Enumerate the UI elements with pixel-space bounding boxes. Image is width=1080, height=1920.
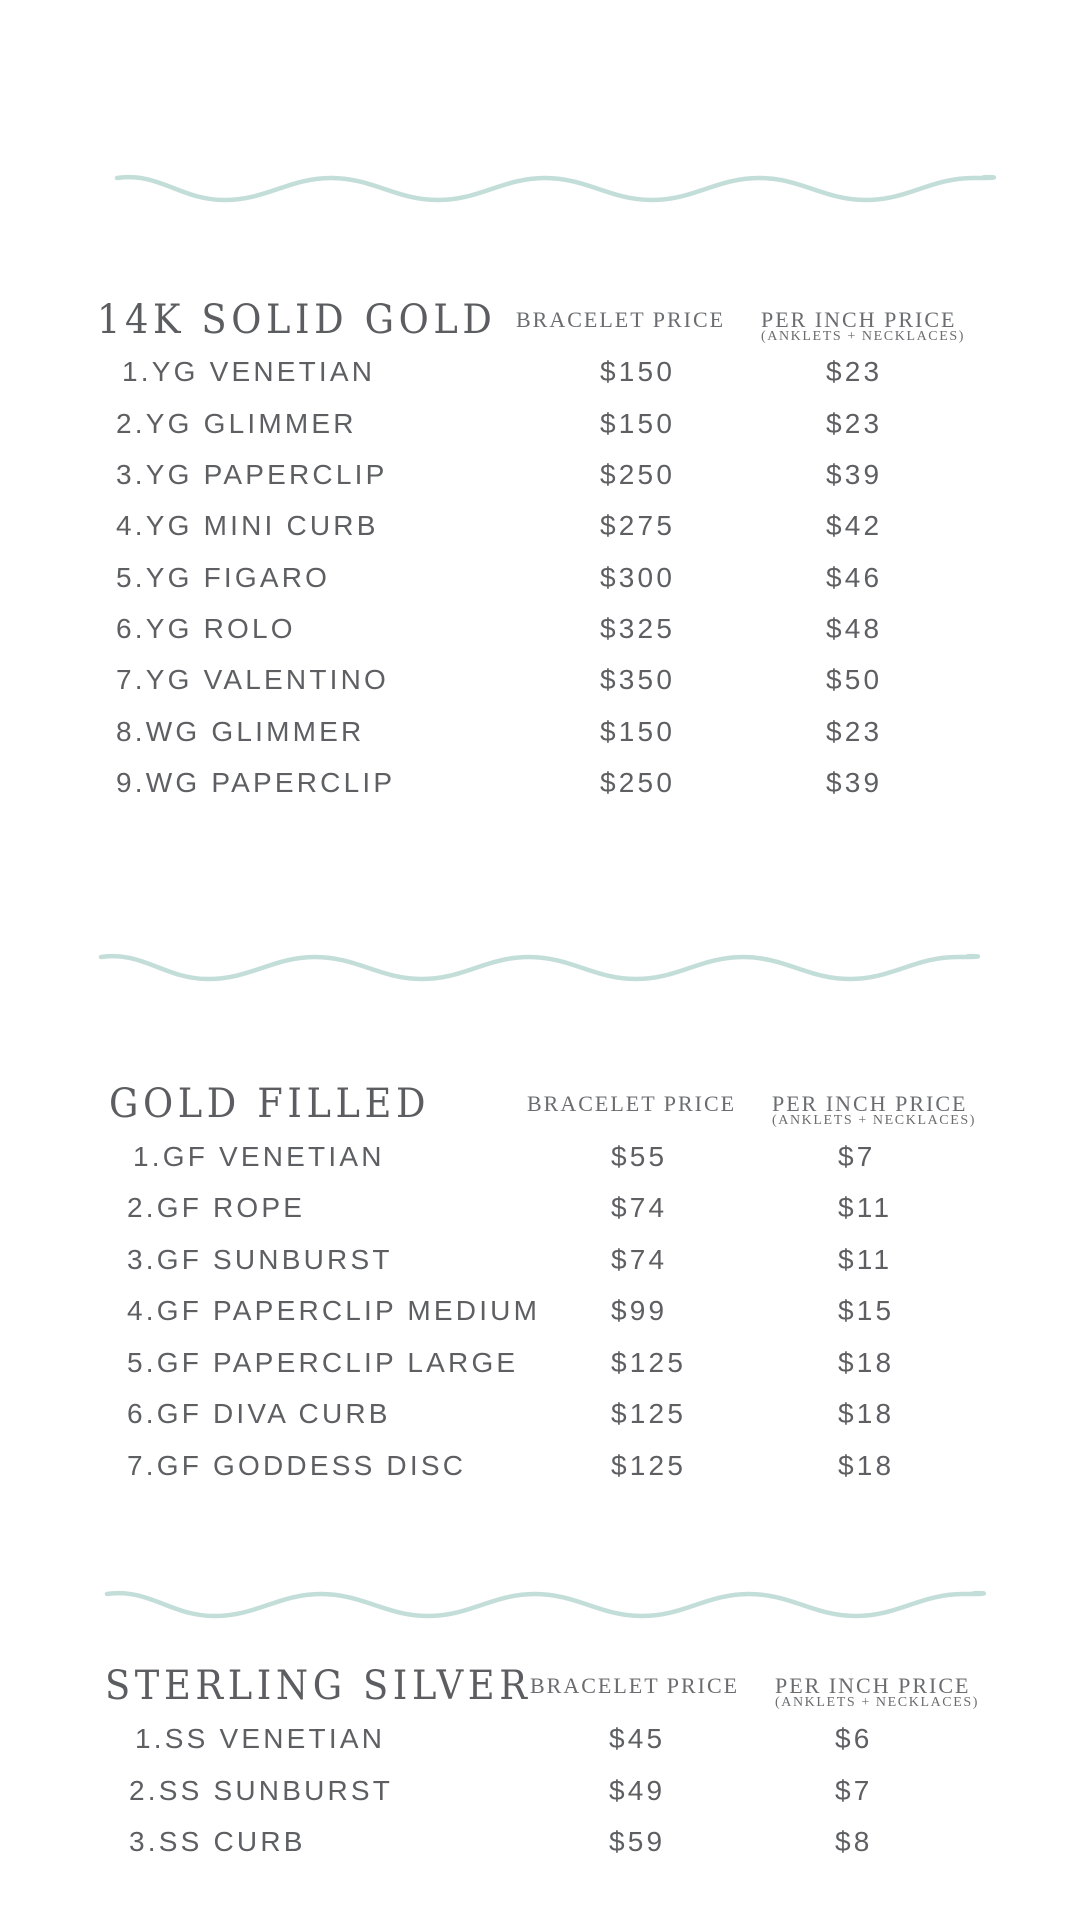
bracelet-price: $74 [611, 1244, 668, 1275]
bracelet-price: $125 [611, 1347, 687, 1378]
per-inch-price: $39 [826, 767, 883, 798]
list-item [0, 459, 1080, 499]
item-name: 2.YG GLIMMER [116, 408, 357, 439]
item-name: 3.YG PAPERCLIP [116, 459, 388, 490]
bracelet-price: $150 [600, 408, 676, 439]
per-inch-price: $15 [838, 1295, 895, 1326]
per-inch-price: $23 [826, 408, 883, 439]
per-inch-price: $42 [826, 510, 883, 541]
bracelet-price: $125 [611, 1450, 687, 1481]
item-name: 2.SS SUNBURST [129, 1775, 394, 1806]
section-title: 14K SOLID GOLD [97, 297, 497, 343]
bracelet-price: $300 [600, 562, 676, 593]
item-name: 3.GF SUNBURST [127, 1244, 393, 1275]
item-name: 4.GF PAPERCLIP MEDIUM [127, 1295, 541, 1326]
bracelet-price: $125 [611, 1398, 687, 1429]
item-name: 7.YG VALENTINO [116, 664, 390, 695]
bracelet-price: $74 [611, 1192, 668, 1223]
per-inch-price: $23 [826, 716, 883, 747]
item-name: 5.YG FIGARO [116, 562, 331, 593]
bracelet-price: $275 [600, 510, 676, 541]
bracelet-price: $150 [600, 356, 676, 387]
list-item [0, 562, 1080, 602]
item-name: 3.SS CURB [129, 1826, 306, 1857]
list-item [0, 356, 1080, 396]
per-inch-price: $23 [826, 356, 883, 387]
list-item [0, 1826, 1080, 1866]
list-item [0, 1141, 1080, 1181]
item-name: 9.WG PAPERCLIP [116, 767, 396, 798]
bracelet-price-header: BRACELET PRICE [527, 1091, 737, 1116]
list-item [0, 716, 1080, 756]
bracelet-price: $49 [609, 1775, 666, 1806]
per-inch-price-header: PER INCH PRICE [772, 1091, 968, 1116]
per-inch-price-subheader: (ANKLETS + NECKLACES) [761, 329, 966, 344]
per-inch-price: $8 [835, 1826, 873, 1857]
list-item [0, 1775, 1080, 1815]
list-item [0, 408, 1080, 448]
bracelet-price: $350 [600, 664, 676, 695]
list-item [0, 1723, 1080, 1763]
per-inch-price: $48 [826, 613, 883, 644]
bracelet-price: $99 [611, 1295, 668, 1326]
list-item [0, 767, 1080, 807]
item-name: 6.YG ROLO [116, 613, 296, 644]
bracelet-price-header: BRACELET PRICE [530, 1673, 740, 1698]
bracelet-price: $250 [600, 767, 676, 798]
bracelet-price: $45 [609, 1723, 666, 1754]
item-name: 1.GF VENETIAN [133, 1141, 385, 1172]
per-inch-price: $18 [838, 1450, 895, 1481]
item-name: 7.GF GODDESS DISC [127, 1450, 467, 1481]
per-inch-price: $7 [835, 1775, 873, 1806]
per-inch-price: $7 [838, 1141, 876, 1172]
bracelet-price: $150 [600, 716, 676, 747]
list-item [0, 1398, 1080, 1438]
item-name: 4.YG MINI CURB [116, 510, 379, 541]
per-inch-price: $50 [826, 664, 883, 695]
wave-divider-top [0, 150, 1080, 210]
list-item [0, 510, 1080, 550]
item-name: 1.YG VENETIAN [122, 356, 376, 387]
item-name: 1.SS VENETIAN [135, 1723, 386, 1754]
list-item [0, 1347, 1080, 1387]
bracelet-price: $250 [600, 459, 676, 490]
bracelet-price-header: BRACELET PRICE [516, 307, 726, 332]
item-name: 8.WG GLIMMER [116, 716, 365, 747]
per-inch-price-header: PER INCH PRICE [775, 1673, 971, 1698]
list-item [0, 1244, 1080, 1284]
per-inch-price: $11 [838, 1192, 893, 1223]
item-name: 5.GF PAPERCLIP LARGE [127, 1347, 519, 1378]
section-title: STERLING SILVER [105, 1663, 532, 1709]
per-inch-price-subheader: (ANKLETS + NECKLACES) [775, 1695, 980, 1710]
per-inch-price-subheader: (ANKLETS + NECKLACES) [772, 1113, 977, 1128]
per-inch-price-header: PER INCH PRICE [761, 307, 957, 332]
bracelet-price: $59 [609, 1826, 666, 1857]
per-inch-price: $18 [838, 1398, 895, 1429]
list-item [0, 664, 1080, 704]
item-name: 2.GF ROPE [127, 1192, 306, 1223]
per-inch-price: $39 [826, 459, 883, 490]
wave-divider-middle [0, 929, 1080, 989]
per-inch-price: $11 [838, 1244, 893, 1275]
bracelet-price: $55 [611, 1141, 668, 1172]
per-inch-price: $18 [838, 1347, 895, 1378]
section-title: GOLD FILLED [109, 1081, 431, 1127]
per-inch-price: $6 [835, 1723, 873, 1754]
per-inch-price: $46 [826, 562, 883, 593]
list-item [0, 613, 1080, 653]
item-name: 6.GF DIVA CURB [127, 1398, 391, 1429]
list-item [0, 1192, 1080, 1232]
bracelet-price: $325 [600, 613, 676, 644]
list-item [0, 1295, 1080, 1335]
list-item [0, 1450, 1080, 1490]
wave-divider-bottom [0, 1566, 1080, 1626]
